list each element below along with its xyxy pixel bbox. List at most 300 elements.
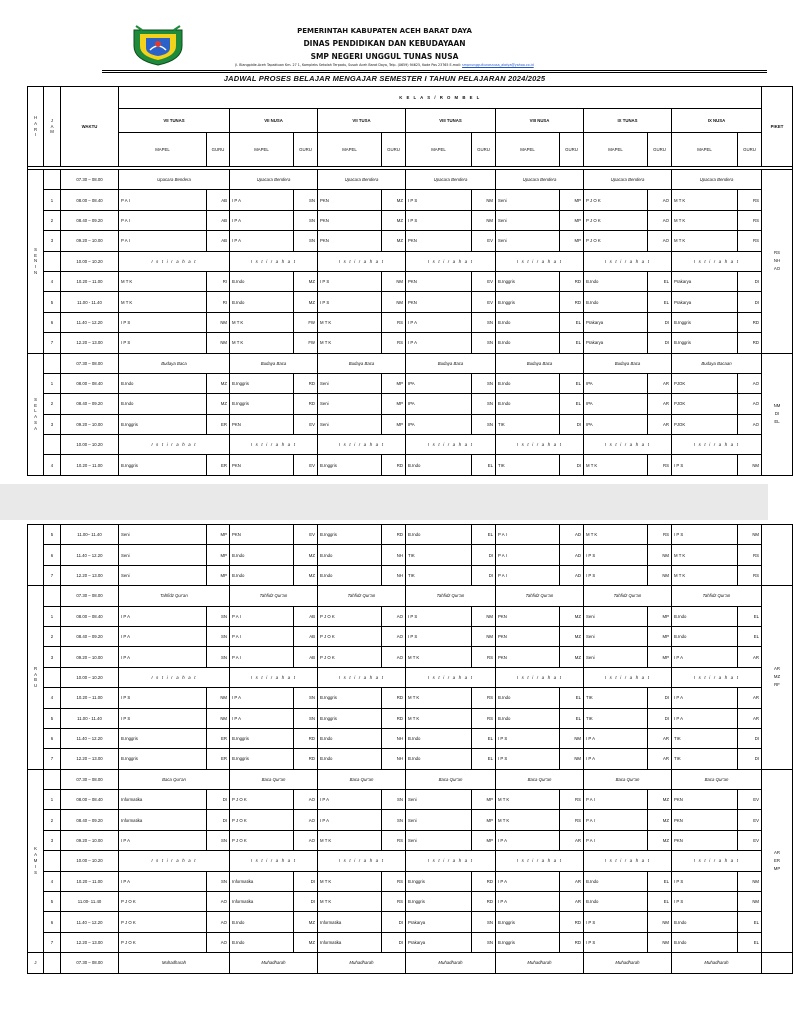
mapel-header: MAPEL	[584, 133, 648, 167]
activity-cell: Muhadharah	[584, 953, 672, 973]
table-row	[28, 394, 793, 414]
table-row	[28, 210, 793, 230]
letter: L	[34, 408, 37, 414]
teacher-cell: NM	[648, 565, 672, 585]
teacher-cell: RD	[382, 708, 406, 728]
teacher-cell: MP	[207, 525, 230, 545]
letter: M	[50, 129, 54, 135]
teacher-cell: AO	[648, 231, 672, 251]
teacher-cell: EL	[560, 688, 584, 708]
time-cell: 11.00 - 11.40	[61, 708, 119, 728]
teacher-cell: MZ	[648, 810, 672, 830]
teacher-cell: NM	[207, 312, 230, 332]
teacher-cell: MZ	[560, 606, 584, 626]
teacher-cell: EL	[472, 728, 496, 748]
teacher-cell: SN	[472, 312, 496, 332]
teacher-cell: SN	[472, 373, 496, 393]
teacher-cell: RD	[294, 728, 318, 748]
subject-cell: Informatika	[119, 810, 207, 830]
break-cell: I s t i r a h a t	[230, 251, 318, 271]
teacher-cell: RS	[738, 565, 762, 585]
subject-cell: P J O K	[584, 210, 648, 230]
subject-cell: B.Inggris	[318, 525, 382, 545]
teacher-cell: RS	[382, 333, 406, 353]
guru-header: GURU	[648, 133, 672, 167]
break-cell: I s t i r a h a t	[584, 667, 672, 687]
jam-cell: 3	[44, 647, 61, 667]
subject-cell: I P A	[119, 606, 207, 626]
subject-cell: TIK	[584, 688, 648, 708]
guru-header: GURU	[560, 133, 584, 167]
table-row	[28, 749, 793, 769]
teacher-cell: RD	[472, 892, 496, 912]
teacher-cell: SN	[207, 830, 230, 850]
teacher-cell: EV	[294, 414, 318, 434]
break-cell: I s t i r a h a t	[406, 435, 496, 455]
teacher-cell: RS	[472, 708, 496, 728]
letter: R	[33, 126, 38, 132]
subject-cell: I P S	[119, 312, 207, 332]
break-cell: I s t i r a h a t	[119, 851, 230, 871]
teacher-cell: NM	[472, 190, 496, 210]
teacher-cell: DI	[294, 892, 318, 912]
header-row	[28, 87, 793, 109]
activity-cell: Muhadharah	[406, 953, 496, 973]
jam-cell: 7	[44, 333, 61, 353]
teacher-cell: AR	[738, 647, 762, 667]
subject-cell: B.Inggris	[230, 728, 294, 748]
subject-cell: PKN	[230, 414, 294, 434]
piket-teacher: AR	[774, 849, 780, 855]
teacher-cell: AO	[382, 626, 406, 646]
time-cell: 11.40 – 12.20	[61, 912, 119, 932]
break-cell: I s t i r a h a t	[406, 251, 496, 271]
time-cell: 08.40 – 09.20	[61, 210, 119, 230]
subject-cell: B.Indo	[672, 626, 738, 646]
teacher-cell: EL	[560, 333, 584, 353]
teacher-cell: EV	[294, 455, 318, 475]
subject-cell: Informatika	[318, 912, 382, 932]
subject-cell: I P A	[230, 210, 294, 230]
subject-cell: B.Indo	[230, 912, 294, 932]
teacher-cell: AR	[738, 708, 762, 728]
teacher-cell: AO	[738, 394, 762, 414]
teacher-cell: EL	[560, 708, 584, 728]
jam-cell: 3	[44, 830, 61, 850]
subject-cell: M T K	[318, 830, 382, 850]
day-label-continued	[28, 525, 44, 586]
schedule-title: JADWAL PROSES BELAJAR MENGAJAR SEMESTER I TAHUN PELAJARAN 2024/2025	[223, 74, 546, 83]
time-cell: 11.40 – 12.20	[61, 545, 119, 565]
jam-cell: 4	[44, 688, 61, 708]
mapel-header: MAPEL	[496, 133, 560, 167]
teacher-cell: RS	[738, 210, 762, 230]
break-cell: I s t i r a h a t	[496, 667, 584, 687]
teacher-cell: MP	[382, 373, 406, 393]
time-cell: 10.00 – 10.20	[61, 851, 119, 871]
subject-cell: M T K	[318, 892, 382, 912]
teacher-cell: MP	[472, 810, 496, 830]
activity-cell: Budaya Baca	[496, 353, 584, 373]
class-header: VII TUNAS	[119, 109, 230, 133]
teacher-cell: AO	[382, 647, 406, 667]
teacher-cell: NM	[472, 210, 496, 230]
piket-cell	[762, 769, 793, 953]
class-header: IX TUNAS	[584, 109, 672, 133]
table-row	[28, 565, 793, 585]
letter: A	[34, 414, 37, 420]
break-cell: I s t i r a h a t	[496, 435, 584, 455]
mapel-header: MAPEL	[406, 133, 472, 167]
subject-cell: M T K	[496, 810, 560, 830]
time-cell: 09.20 – 10.00	[61, 231, 119, 251]
teacher-cell: NM	[738, 871, 762, 891]
teacher-cell: AB	[207, 210, 230, 230]
teacher-cell: AD	[560, 525, 584, 545]
subject-cell: IPA	[584, 373, 648, 393]
subject-cell: Informatika	[230, 892, 294, 912]
subject-cell: I P A	[230, 708, 294, 728]
subject-cell: B.Indo	[584, 892, 648, 912]
teacher-cell: NM	[738, 525, 762, 545]
teacher-cell: EL	[560, 394, 584, 414]
guru-header: GURU	[207, 133, 230, 167]
subject-cell: M T K	[318, 333, 382, 353]
letter: I	[34, 863, 37, 869]
teacher-cell: AR	[738, 688, 762, 708]
teacher-cell: RD	[294, 749, 318, 769]
teacher-cell: RD	[560, 912, 584, 932]
subject-cell: I P S	[406, 606, 472, 626]
guru-header: GURU	[382, 133, 406, 167]
page-gap	[0, 484, 768, 520]
subject-cell: B.Indo	[496, 394, 560, 414]
break-cell: I s t i r a h a t	[584, 851, 672, 871]
activity-cell: Muhadharah	[496, 953, 584, 973]
teacher-cell: RD	[560, 932, 584, 952]
teacher-cell: SN	[207, 871, 230, 891]
day-label	[28, 353, 44, 475]
table-row	[28, 170, 793, 190]
jam-cell: 4	[44, 271, 61, 291]
teacher-cell: AR	[648, 728, 672, 748]
teacher-cell: AR	[560, 892, 584, 912]
break-cell: I s t i r a h a t	[406, 667, 496, 687]
letter: K	[34, 846, 37, 852]
teacher-cell: SN	[472, 932, 496, 952]
time-cell: 09.20 – 10.00	[61, 830, 119, 850]
subject-cell: B.Inggris	[496, 912, 560, 932]
teacher-cell: RS	[648, 455, 672, 475]
teacher-cell: RS	[648, 525, 672, 545]
subject-cell: P J O K	[230, 810, 294, 830]
subject-cell: B.Indo	[672, 932, 738, 952]
table-row	[28, 271, 793, 291]
table-row	[28, 312, 793, 332]
time-cell: 11.00– 11.40	[61, 525, 119, 545]
time-cell: 07.30 – 08.00	[61, 586, 119, 606]
teacher-cell: RD	[382, 455, 406, 475]
activity-cell: Muhadharah	[672, 953, 762, 973]
subject-cell: I P S	[672, 525, 738, 545]
teacher-cell: NM	[738, 455, 762, 475]
activity-cell: Budaya Bacaan	[672, 353, 762, 373]
activity-cell: Baca Qur'an	[318, 769, 406, 789]
jam-cell: 4	[44, 871, 61, 891]
subject-cell: M T K	[406, 708, 472, 728]
subject-cell: B.Indo	[406, 525, 472, 545]
subject-cell: B.Inggris	[230, 749, 294, 769]
letter: A	[34, 120, 37, 126]
activity-cell: Budaya Baca	[406, 353, 496, 373]
teacher-cell: RD	[294, 373, 318, 393]
teacher-cell: RI	[207, 292, 230, 312]
teacher-cell: SN	[472, 333, 496, 353]
activity-cell: Tahfidz Qur'an	[230, 586, 318, 606]
subject-cell: TIK	[584, 708, 648, 728]
letterhead-school: SMP NEGERI UNGGUL TUNAS NUSA	[310, 52, 459, 61]
teacher-cell: MP	[648, 647, 672, 667]
jam-cell	[44, 586, 61, 606]
subject-cell: PKN	[318, 210, 382, 230]
subject-cell: P A I	[496, 565, 560, 585]
subject-cell: M T K	[672, 545, 738, 565]
jam-cell: 5	[44, 892, 61, 912]
subject-cell: M T K	[230, 312, 294, 332]
subject-cell: I P S	[584, 565, 648, 585]
subject-cell: PKN	[496, 647, 560, 667]
subject-cell: PKN	[406, 292, 472, 312]
activity-cell: Muhadharah	[119, 953, 230, 973]
waktu-header: WAKTU	[61, 87, 119, 167]
teacher-cell: NM	[382, 271, 406, 291]
teacher-cell: SN	[472, 414, 496, 434]
day-label	[28, 170, 44, 354]
letter: I	[34, 132, 37, 138]
letter: S	[34, 419, 37, 425]
jam-cell: 2	[44, 394, 61, 414]
teacher-cell: ER	[207, 728, 230, 748]
teacher-cell: DI	[560, 455, 584, 475]
teacher-cell: EL	[738, 932, 762, 952]
class-header: VII TUSA	[318, 109, 406, 133]
subject-cell: M T K	[584, 525, 648, 545]
subject-cell: IPA	[406, 414, 472, 434]
mapel-header: MAPEL	[119, 133, 207, 167]
time-cell: 10.20 – 11.00	[61, 871, 119, 891]
subject-cell: P A I	[584, 810, 648, 830]
letter: A	[34, 425, 37, 431]
teacher-cell: RS	[382, 312, 406, 332]
subject-cell: I P A	[318, 810, 382, 830]
jam-cell	[44, 435, 61, 455]
teacher-cell: RS	[738, 190, 762, 210]
table-row	[28, 769, 793, 789]
subject-cell: Seni	[496, 210, 560, 230]
jam-cell: 1	[44, 190, 61, 210]
subject-cell: B.Indo	[496, 688, 560, 708]
subject-cell: Seni	[318, 394, 382, 414]
teacher-cell: MZ	[560, 647, 584, 667]
subject-cell: I P A	[672, 688, 738, 708]
teacher-cell: NM	[648, 545, 672, 565]
break-cell: I s t i r a h a t	[119, 251, 230, 271]
teacher-cell: AD	[560, 545, 584, 565]
teacher-cell: SN	[472, 912, 496, 932]
teacher-cell: DI	[382, 912, 406, 932]
teacher-cell: AR	[648, 373, 672, 393]
guru-header: GURU	[738, 133, 762, 167]
subject-cell: B.Inggris	[119, 728, 207, 748]
teacher-cell: AO	[648, 210, 672, 230]
teacher-cell: SN	[382, 810, 406, 830]
subject-cell: B.Inggris	[496, 292, 560, 312]
letter: I	[34, 264, 37, 270]
letter: A	[50, 123, 54, 129]
letter: A	[34, 671, 37, 677]
jam-cell: 2	[44, 810, 61, 830]
mapel-header: MAPEL	[230, 133, 294, 167]
subject-cell: I P S	[584, 545, 648, 565]
subject-cell: M T K	[230, 333, 294, 353]
letter: E	[34, 402, 37, 408]
teacher-cell: EL	[472, 455, 496, 475]
teacher-cell: MZ	[294, 271, 318, 291]
teacher-cell: RS	[738, 231, 762, 251]
subject-cell: PKN	[672, 810, 738, 830]
day-label	[28, 769, 44, 953]
time-cell: 12.20 – 13.00	[61, 333, 119, 353]
subject-cell: M T K	[119, 271, 207, 291]
schedule-page-1	[27, 0, 784, 484]
subject-cell: B.Inggris	[230, 394, 294, 414]
email-link[interactable]: smpnunggultunasnusa_abdya@yahoo.co.id	[462, 63, 534, 67]
break-cell: I s t i r a h a t	[318, 667, 406, 687]
subject-cell: B.Indo	[496, 333, 560, 353]
letterhead-address	[27, 63, 742, 67]
activity-cell: Upacara Bendera	[230, 170, 318, 190]
subject-cell: M T K	[318, 871, 382, 891]
schedule-table	[27, 86, 793, 476]
teacher-cell: AR	[648, 414, 672, 434]
teacher-cell: DI	[738, 728, 762, 748]
teacher-cell: MZ	[207, 394, 230, 414]
letter: J	[50, 117, 54, 123]
subject-cell: P A I	[496, 545, 560, 565]
time-cell: 12.20 – 13.00	[61, 932, 119, 952]
teacher-cell: EL	[648, 292, 672, 312]
subject-cell: Prakarya	[584, 333, 648, 353]
teacher-cell: AR	[648, 749, 672, 769]
subject-cell: M T K	[672, 210, 738, 230]
jam-cell: 1	[44, 606, 61, 626]
break-cell: I s t i r a h a t	[230, 435, 318, 455]
teacher-cell: EV	[472, 292, 496, 312]
piket-cell	[762, 353, 793, 475]
activity-cell: Tahfidz Qur'an	[119, 586, 230, 606]
table-row	[28, 810, 793, 830]
jam-cell: 2	[44, 210, 61, 230]
subject-cell: I P S	[584, 932, 648, 952]
subject-cell: P A I	[119, 190, 207, 210]
activity-cell: Baca Qur'an	[406, 769, 496, 789]
teacher-cell: SN	[207, 626, 230, 646]
subject-cell: B.Indo	[672, 606, 738, 626]
subject-cell: B.Indo	[584, 292, 648, 312]
letter: B	[34, 677, 37, 683]
subject-cell: B.Inggris	[496, 271, 560, 291]
subject-cell: I P A	[230, 190, 294, 210]
teacher-cell: MP	[207, 565, 230, 585]
subject-cell: B.Indo	[230, 271, 294, 291]
activity-cell: Upacara Bendera	[584, 170, 672, 190]
teacher-cell: DI	[648, 333, 672, 353]
letter: N	[33, 258, 38, 264]
kelas-rombel-header: K E L A S / R O M B E L	[119, 87, 762, 109]
subject-cell: I P S	[406, 626, 472, 646]
jam-cell: 7	[44, 932, 61, 952]
table-row	[28, 353, 793, 373]
piket-teacher: MP	[773, 865, 781, 871]
subject-cell: I P A	[119, 647, 207, 667]
teacher-cell: AO	[738, 373, 762, 393]
mapel-header: MAPEL	[318, 133, 382, 167]
subject-cell: I P A	[230, 688, 294, 708]
teacher-cell: DI	[207, 810, 230, 830]
teacher-cell: SN	[294, 688, 318, 708]
table-row	[28, 414, 793, 434]
teacher-cell: MZ	[648, 790, 672, 810]
table-row	[28, 953, 793, 973]
subject-cell: I P A	[230, 231, 294, 251]
table-row	[28, 251, 793, 271]
break-cell: I s t i r a h a t	[672, 667, 762, 687]
activity-cell: Baca Qur'an	[230, 769, 318, 789]
subject-cell: PKN	[496, 606, 560, 626]
activity-cell: Muhadharah	[318, 953, 406, 973]
subject-cell: IPA	[584, 414, 648, 434]
teacher-cell: EV	[472, 271, 496, 291]
subject-cell: Informatika	[230, 871, 294, 891]
table-row	[28, 892, 793, 912]
jam-cell: 5	[44, 292, 61, 312]
subject-cell: I P S	[672, 871, 738, 891]
teacher-cell: NH	[382, 545, 406, 565]
letter: E	[34, 252, 37, 258]
subject-cell: Prakarya	[406, 932, 472, 952]
jam-cell	[44, 353, 61, 373]
jam-header	[44, 87, 61, 167]
jam-cell: 5	[44, 708, 61, 728]
activity-cell: Budaya Baca	[318, 353, 406, 373]
subject-cell: P A I	[584, 790, 648, 810]
subject-cell: B.Indo	[318, 565, 382, 585]
teacher-cell: EL	[560, 373, 584, 393]
teacher-cell: MZ	[648, 830, 672, 850]
table-row	[28, 708, 793, 728]
activity-cell: Upacara Bendera	[318, 170, 406, 190]
break-cell: I s t i r a h a t	[584, 251, 672, 271]
teacher-cell: MZ	[560, 626, 584, 646]
teacher-cell: AR	[560, 830, 584, 850]
subject-cell: P J O K	[230, 830, 294, 850]
table-row	[28, 190, 793, 210]
teacher-cell: RS	[382, 871, 406, 891]
letter: S	[34, 869, 37, 875]
subject-cell: I P S	[119, 688, 207, 708]
subject-cell: Prakarya	[584, 312, 648, 332]
subject-cell: B.Inggris	[230, 373, 294, 393]
